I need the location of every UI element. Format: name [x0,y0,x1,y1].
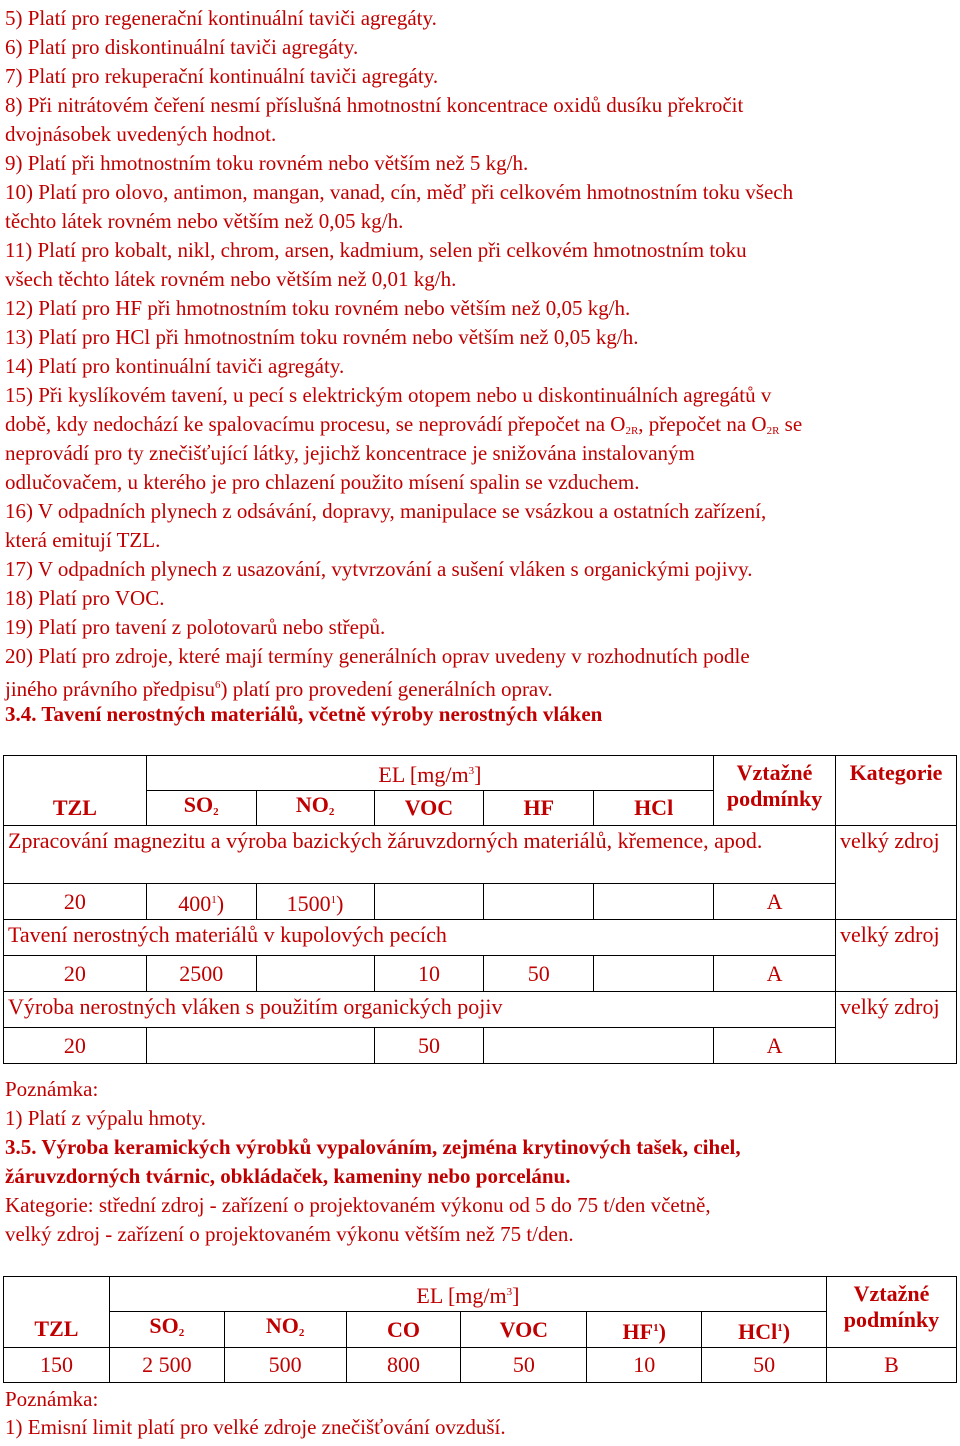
group-1-voc [374,884,484,920]
note-12: 12) Platí pro HF při hmotnostním toku rovném nebo větším než 0,05 kg/h. [5,296,631,320]
group-1-hcl [594,884,714,920]
col35-header-no2-sub: 2 [298,1327,305,1339]
col35-header-hcl-text: HCl [738,1318,778,1344]
note-13: 13) Platí pro HCl při hmotnostním toku rovném nebo větším než 0,05 kg/h. [5,325,639,349]
group-3-voc: 50 [374,1028,484,1064]
group-2-category: velký zdroj [836,920,957,992]
col-header-no2 [256,791,374,826]
col-header-hcl: HCl [594,791,714,826]
group-1-no2-sup: 1 [330,893,337,906]
col35-header-so2 [109,1312,224,1348]
note-20-line1: 20) Platí pro zdroje, které mají termíny generálních oprav uvedeny v rozhodnutích podle [5,644,750,668]
row35-so2: 2 500 [109,1348,224,1383]
note-11-line2: všech těchto látek rovném nebo větším než 0,01 kg/h. [5,267,457,291]
col35-header-hcl [702,1312,827,1348]
col-header-so2 [146,791,256,826]
note-20-part-b: ) platí pro provedení generálních oprav. [220,677,553,701]
col-header-so2-sub: 2 [213,805,219,818]
group-1-category: velký zdroj [836,826,957,920]
group-1-so2-close: ) [216,890,225,916]
el-header-text: EL [mg/m [378,762,469,787]
note-15-part-c: se [779,412,803,436]
note-20-sup: 6 [214,679,221,691]
section-3-4-note-1: 1) Platí z výpalu hmoty. [5,1106,207,1130]
group-1-cond: A [714,884,836,920]
note-8-line2: dvojnásobek uvedených hodnot. [5,122,277,146]
group-2-voc: 10 [374,956,484,992]
col-header-so2-text: SO [183,791,214,817]
group-1-so2-value: 400 [178,890,212,916]
table-3-4-el-header [146,756,713,791]
note-15-sub-1: 2R [625,425,639,437]
el-header-35-text: EL [mg/m [416,1283,507,1308]
group-1-no2-value: 1500 [286,890,331,916]
group-3-hf-hcl [484,1028,714,1064]
note-20-part-a: jiného právního předpisu [5,677,215,701]
table-3-5-cond-header: Vztažné podmínky [827,1277,957,1348]
note-15-part-a: době, kdy nedochází ke spalovacímu procesu, se neprovádí přepočet na O [5,412,626,436]
row35-voc: 50 [461,1348,587,1383]
group-1-no2-close: ) [336,890,344,916]
section-3-5-note-title: Poznámka: [5,1387,99,1411]
row35-no2: 500 [224,1348,346,1383]
el-header-sup: 3 [468,765,475,777]
table-3-5-blank-top-left [4,1277,110,1312]
el-header-35-sup: 3 [506,1286,513,1298]
note-15-line4: odlučovačem, u kterého je pro chlazení použito mísení spalin se vzduchem. [5,470,640,494]
note-10-line2: těchto látek rovném nebo větším než 0,05 kg/h. [5,209,404,233]
col-header-tzl: TZL [4,791,147,826]
col-header-no2-sub: 2 [328,805,335,818]
row35-co: 800 [346,1348,461,1383]
note-10-line1: 10) Platí pro olovo, antimon, mangan, vanad, cín, měď při celkovém hmotnostním toku všech [5,180,794,204]
row35-cond: B [827,1348,957,1383]
group-1-hf [484,884,594,920]
group-3-category: velký zdroj [836,992,957,1064]
note-9: 9) Platí při hmotnostním toku rovném nebo větším než 5 kg/h. [5,151,529,175]
note-15-line1: 15) Při kyslíkovém tavení, u pecí s elektrickým otopem nebo u diskontinuálních agregátů v [5,383,772,407]
table-3-4 [3,755,957,1064]
col35-header-hf-sup: 1 [653,1321,659,1334]
group-2-no2 [256,956,374,992]
col35-header-hcl-close: ) [782,1318,791,1344]
col35-header-tzl: TZL [4,1312,110,1348]
row35-hf: 10 [587,1348,702,1383]
col35-header-co: CO [346,1312,461,1348]
note-16-line1: 16) V odpadních plynech z odsávání, dopravy, manipulace se vsázkou a ostatních zařízení, [5,499,767,523]
group-1-so2 [146,884,256,920]
row35-tzl: 150 [4,1348,110,1383]
table-3-5-el-header [109,1277,826,1312]
col35-header-so2-text: SO [149,1313,179,1338]
note-11-line1: 11) Platí pro kobalt, nikl, chrom, arsen, kadmium, selen při celkovém hmotnostním toku [5,238,747,262]
group-2-label: Tavení nerostných materiálů v kupolových pecích [4,920,836,956]
col35-header-no2 [224,1312,346,1348]
group-3-cond: A [714,1028,836,1064]
note-19: 19) Platí pro tavení z polotovarů nebo střepů. [5,615,386,639]
section-3-5-note-1: 1) Emisní limit platí pro velké zdroje znečišťování ovzduší. [5,1415,506,1439]
note-5: 5) Platí pro regenerační kontinuální taviči agregáty. [5,6,437,30]
col35-header-hcl-sup: 1 [777,1321,783,1334]
group-2-hf: 50 [484,956,594,992]
col-header-hf: HF [484,791,594,826]
col35-header-hf-close: ) [658,1318,666,1344]
el-header-close: ] [474,762,482,787]
group-2-tzl: 20 [4,956,147,992]
section-3-4-note-title: Poznámka: [5,1077,99,1101]
note-18: 18) Platí pro VOC. [5,586,165,610]
group-1-no2 [256,884,374,920]
col35-header-so2-sub: 2 [178,1327,185,1339]
table-3-4-blank-top-left [4,756,147,791]
group-2-cond: A [714,956,836,992]
note-16-line2: která emitují TZL. [5,528,161,552]
note-15-part-b: , přepočet na O [638,412,767,436]
section-3-4-heading: 3.4. Tavení nerostných materiálů, včetně výroby nerostných vláken [5,702,603,726]
table-3-4-cond-header: Vztažné podmínky [714,756,836,826]
col35-header-hf [587,1312,702,1348]
el-header-35-close: ] [512,1283,520,1308]
col35-header-voc: VOC [461,1312,587,1348]
col35-header-no2-text: NO [265,1313,299,1338]
col-header-no2-text: NO [295,791,329,817]
section-3-5-category-line2: velký zdroj - zařízení o projektovaném výkonu větším než 75 t/den. [5,1222,574,1246]
note-6: 6) Platí pro diskontinuální taviči agregáty. [5,35,359,59]
section-3-5-heading-line2: žáruvzdorných tvárnic, obkládaček, kameniny nebo porcelánu. [5,1164,571,1188]
table-3-4-cat-header: Kategorie [836,756,957,826]
col-header-voc: VOC [374,791,484,826]
row35-hcl: 50 [702,1348,827,1383]
col35-header-hf-text: HF [622,1318,654,1344]
group-1-so2-sup: 1 [211,893,217,906]
group-1-tzl: 20 [4,884,147,920]
note-15-sub-2: 2R [766,425,780,437]
group-3-so2-no2 [146,1028,374,1064]
note-15-line3: neprovádí pro ty znečišťující látky, jejichž koncentrace je snižována instalovaným [5,441,695,465]
group-1-label: Zpracování magnezitu a výroba bazických žáruvzdorných materiálů, křemence, apod. [4,826,836,884]
group-2-so2: 2500 [146,956,256,992]
note-14: 14) Platí pro kontinuální taviči agregáty. [5,354,345,378]
table-3-5 [3,1276,957,1383]
group-3-tzl: 20 [4,1028,147,1064]
section-3-5-category-line1: Kategorie: střední zdroj - zařízení o projektovaném výkonu od 5 do 75 t/den včetně, [5,1193,711,1217]
section-3-5-heading-line1: 3.5. Výroba keramických výrobků vypalováním, zejména krytinových tašek, cihel, [5,1135,741,1159]
note-7: 7) Platí pro rekuperační kontinuální taviči agregáty. [5,64,439,88]
note-17: 17) V odpadních plynech z usazování, vytvrzování a sušení vláken s organickými pojivy. [5,557,753,581]
group-2-hcl [594,956,714,992]
group-3-label: Výroba nerostných vláken s použitím organických pojiv [4,992,836,1028]
note-8-line1: 8) Při nitrátovém čeření nesmí příslušná hmotnostní koncentrace oxidů dusíku překročit [5,93,744,117]
